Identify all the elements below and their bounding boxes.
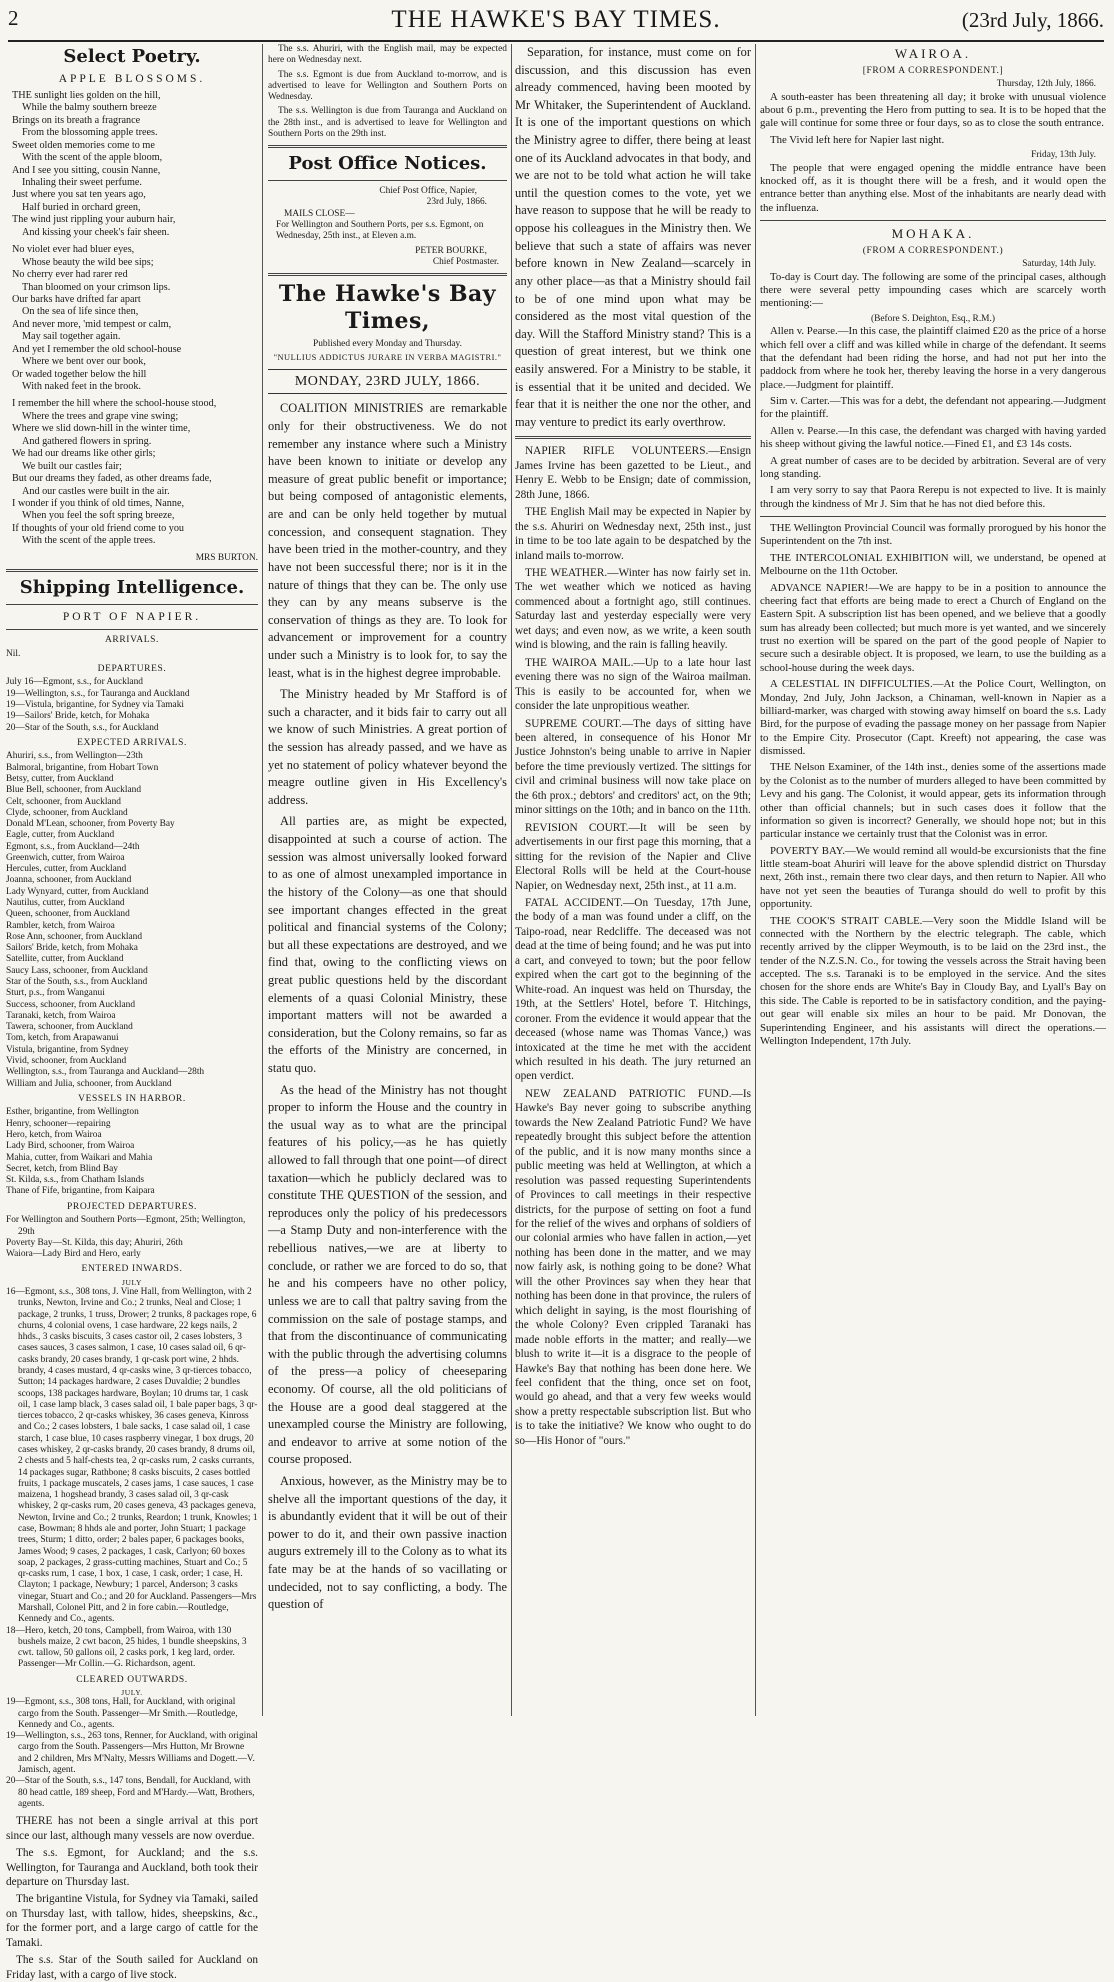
poem-line: And never more, 'mid tempest or calm, <box>12 318 172 330</box>
post-office-address: Chief Post Office, Napier, <box>379 186 477 197</box>
entered-inwards-entry: 18—Hero, ketch, 20 tons, Campbell, from Wairoa, with 130 bushels maize, 2 cwt bacon, 25 hides, 1 bundle sheepskins, 3 cwt. tallow, 50 gallons oil, 2 casks pork, 1 keg lard, order. Passenger—Mr Collin.—G. Richardson, agent. <box>6 1625 247 1670</box>
expected-arrival-entry: Vistula, brigantine, from Sydney <box>6 1044 129 1055</box>
expected-arrival-entry: Saucy Lass, schooner, from Auckland <box>6 965 148 976</box>
mohaka-cases <box>760 325 1106 511</box>
expected-arrival-entry: Lady Wynyard, cutter, from Auckland <box>6 886 149 897</box>
expected-arrival-entry: Satellite, cutter, from Auckland <box>6 954 124 965</box>
news-item-text: —Winter has now fairly set in. The wet weather which we noticed as having commenced about a fortnight ago, still continues. Saturday last and yesterday especially were very wet days; and even now, as we write, a keen south wind is blowing, and the rain is falling heavily. <box>515 567 751 652</box>
poem-author: MRS BURTON. <box>195 552 258 563</box>
poem-line: And our castles were built in the air. <box>22 485 170 497</box>
editorial-paragraph: Anxious, however, as the Ministry may be to shelve all the important questions of the day, it is abundantly evident that it will be out of their power to do it, and their own passive inaction augurs extremely ill to the Colony as to what its fate may be at the hands of so vacillating or undecided, not to say conflicting, a body. The question of <box>268 1474 507 1612</box>
port-heading: PORT OF NAPIER. <box>62 610 202 623</box>
expected-arrival-entry: Donald M'Lean, schooner, from Poverty Bay <box>6 819 175 830</box>
divider <box>268 180 507 181</box>
news-item <box>760 678 1106 758</box>
poem-line: We built our castles fair; <box>22 460 122 472</box>
news-item-head: THE <box>770 522 791 534</box>
expected-arrival-entry: Wellington, s.s., from Tauranga and Auckland—28th <box>6 1067 205 1078</box>
poem-line: From the blossoming apple trees. <box>22 127 158 139</box>
poetry-section-head: Select Poetry. <box>63 46 201 67</box>
news-item-text: English Mail may be expected in Napier by the s.s. Ahuriri on Wednesday next, 25th inst., just in time to be too late again to be despatched by the inland mails to-morrow. <box>515 506 751 562</box>
newspaper-banner: The Hawke's Bay Times, <box>278 281 497 334</box>
mail-note: The s.s. Wellington is due from Tauranga and Auckland on the 28th inst., and is advertised to leave for Wellington and Southern Ports on the 29th inst. <box>268 106 507 139</box>
poem-line: No violet ever had bluer eyes, <box>12 244 135 256</box>
expected-arrival-entry: Hercules, cutter, from Auckland <box>6 864 127 875</box>
news-item-head: A CELESTIAL IN DIFFICULTIES. <box>770 678 933 691</box>
cleared-outwards-entry: 20—Star of the South, s.s., 147 tons, Bendall, for Auckland, with 80 head cattle, 189 sheep, Ford and M'Hardy.—Watt, Brothers, agents. <box>6 1776 255 1809</box>
editorial-paragraph: Separation, for instance, must come on for discussion, and this discussion has even already commenced, having been mooted by Mr Whitaker, the Superintendent of Auckland. It is one of the important questions on which the Ministry agree to differ, there being at least one of its Auckland advocates in that body, and we are not to be told what action he will take until the question comes to the vote, yet we have reason to suppose that he will be ready to oppose his colleagues in the Ministry then. We believe that such a state of affairs was never before known in New Zealand—scarcely in any other place—as that a Ministry should fail to be of one mind upon what may be considered as the most vital question of the day. Will the Stafford Ministry stand? This is a question of great interest, but we think one easily answered. For a Ministry to be stable, it is essential that it be united and decided. We fear that it is neither the one nor the other, and may venture to predict its early overthrow. <box>515 45 751 429</box>
poem-line: When you feel the soft spring breeze, <box>22 510 175 522</box>
news-item-head: NAPIER RIFLE VOLUNTEERS. <box>525 445 709 458</box>
expected-arrival-entry: Taranaki, ketch, from Wairoa <box>6 1010 116 1021</box>
news-item-text: —We would remind all would-be excursionists that the fine little steam-boat Ahuriri will leave for the above splendid district on Thursday next, 26th inst., remain there two clear days, and then return to Napier. All who have not yet seen the beauties of Turanga should do well to profit by this opportunity. <box>760 844 1106 911</box>
news-item-text: Nelson Examiner, of the 14th inst., denies some of the assertions made by the Colonist as to the number of murders alleged to have been committed by Levy and his gang. The Colonist, it would appear, gets its information through other than official channels; but in such cases does it follow that the information so given is incorrect? Generally, we should hope not; but in this particular instance we certainly trust that the Colonist was in error. <box>760 761 1106 841</box>
news-item <box>760 761 1106 841</box>
poem-body <box>6 90 258 548</box>
poem-line: And kissing your cheek's fair sheen. <box>22 226 170 238</box>
mohaka-heading: MOHAKA. <box>891 226 975 241</box>
expected-list <box>6 751 258 1089</box>
column-rule <box>262 44 263 1716</box>
divider <box>6 569 258 572</box>
poem-line: Or waded together below the hill <box>12 368 147 380</box>
mohaka-byline: (FROM A CORRESPONDENT.) <box>862 245 1004 256</box>
mails-close: MAILS CLOSE— <box>284 208 355 219</box>
court-case: Allen v. Pearse.—In this case, the plaintiff claimed £20 as the price of a horse which fell over a cliff and was killed while in charge of the defendant. It seems that the defendant had been riding the horse, and had not put her into the paddock from where he took her, thereby leaving the horse in a very dangerous place.—Judgment for plaintiff. <box>760 325 1106 391</box>
expected-arrival-entry: Betsy, cutter, from Auckland <box>6 773 114 784</box>
expected-arrival-entry: Eagle, cutter, from Auckland <box>6 830 115 841</box>
news-item-head: FATAL ACCIDENT. <box>525 897 623 909</box>
news-item <box>760 522 1106 549</box>
mohaka-bench: (Before S. Deighton, Esq., R.M.) <box>871 313 995 324</box>
arrivals-heading: ARRIVALS. <box>104 634 160 645</box>
editorial-continued <box>515 44 751 431</box>
entered-heading: ENTERED INWARDS. <box>81 1264 183 1275</box>
departure-entry: 19—Wellington, s.s., for Tauranga and Auckland <box>6 688 190 699</box>
expected-arrival-entry: Joanna, schooner, from Auckland <box>6 875 132 886</box>
issue-date: (23rd July, 1866. <box>961 8 1104 32</box>
expected-arrival-entry: Egmont, s.s., from Auckland—24th <box>6 841 140 852</box>
expected-arrival-entry: Star of the South, s.s., from Auckland <box>6 977 148 988</box>
poem-line: Inhaling their sweet perfume. <box>22 177 142 189</box>
news-item-text: —The days of sitting have been altered, in consequence of his Honor Mr Justice Johnston's being unable to arrive in Napier before the time previously vertized. The sittings for civil and criminal business will now take place on the 6th prox.; debtors' and creditors' act, on the 9th; minor sittings on the 10th; and in banco on the 11th. <box>515 717 751 817</box>
news-item <box>515 1087 751 1448</box>
departures-list <box>6 677 258 733</box>
column-rule <box>511 44 512 1716</box>
divider <box>6 629 258 630</box>
mohaka-date: Saturday, 14th July. <box>1022 259 1096 270</box>
news-item <box>515 566 751 653</box>
vessel-entry: St. Kilda, s.s., from Chatham Islands <box>6 1175 145 1186</box>
post-office-head: Post Office Notices. <box>288 153 487 175</box>
news-item-head: THE INTERCOLONIAL EXHIBITION <box>770 551 949 564</box>
news-item-text: —We are happy to be in a position to announce the cheering fact that efforts are being made to erect a Church of England on the Eastern Spit. A subscription list has been opened, and we believe that a goodly sum has already been collected; but much more is yet wanted, and we sincerely trust no exertion will be spared on the part of the good people of Napier to secure such a desirable object. It is proposed, we learn, to use the building as a school-house during the week days. <box>760 581 1106 674</box>
entered-inwards-entry: 16—Egmont, s.s., 308 tons, J. Vine Hall, from Wellington, with 2 trunks, Newton, Irvine and Co.; 2 trunks, Neal and Close; 1 package, 2 trunks, 1 truss, Drower; 2 trunks, 8 packages rope, 6 churns, 4 colonial ovens, 1 case hardware, 22 kegs nails, 2 hhds., 3 casks biscuits, 3 cases castor oil, 2 cases lobsters, 3 cases sauces, 3 cases salmon, 1 case, 10 cases salad oil, 6 qr-casks brandy, 20 cases brandy, 1 qr-cask port wine, 2 hhds. brandy, 4 cases mustard, 4 qr-casks wine, 3 qr-tierces tobacco, Sutton; 14 packages hardware, 2 cases Duvaldie; 2 bundles scoops, 138 packages hardware, Boylan; 10 drums tar, 1 cask oil, 1 case lamp black, 3 cases salad oil, 1 bale paper bags, 3 qr-tierces tobacco, 2 qr-casks whiskey, 36 cases geneva, Kinross and Co.; 2 cases lobsters, 1 bale sacks, 1 case salad oil, 1 case starch, 1 case blue, 10 cases raspberry vinegar, 1 box drugs, 20 cases whiskey, 2 qr-casks brandy, 20 cases brandy, 8 drums oil, 2 chests and 5 half-chests tea, 2 qr-casks rum, 2 casks currants, 14 packages sugar, Rathbone; 8 casks biscuits, 2 cases bottled fruits, 1 package muscatels, 2 cases jams, 1 case sauces, 1 case maizena, 1 hogshead brandy, 3 cases salad oil, 3 qr-cask whiskey, 2 qr-casks rum, 20 cases geneva, 43 packages geneva, Newton, Irvine and Co.; 2 trunks, Reardon; 1 trunk, Knowles; 1 case, Bowman; 8 hhds ale and porter, John Stuart; 1 package trees, Sturm; 1 ditto, order; 2 bales paper, 6 packages books, James Wood; 9 cases, 2 packages, 1 cask, Carlyon; 60 boxes soap, 2 packages, 2 grass-cutting machines, Stuart and Co.; 5 qr-casks rum, 1 case, 1 box, 1 case, 1 cask, order; 1 case, H. Clayton; 1 package, Newbury; 1 parcel, Anderson; 3 casks vinegar, Stuart and Co.; and 20 for Auckland. Passengers—Mrs Marshall, Colonel Pitt, and 2 in fore cabin.—Routledge, Kennedy and Co., agents. <box>6 1287 258 1625</box>
column-1 <box>6 44 258 1981</box>
poem-line: Where the trees and grape vine swing; <box>22 410 179 422</box>
news-item-text: —It will be seen by advertisements in our first page this morning, that a sitting for the revision of the Napier and Clive Electoral Rolls will be held at the Court-house Napier, on Wednesday next, 25th inst., at 11 a.m. <box>515 821 752 892</box>
poem-line: On the sea of life since then, <box>22 306 139 318</box>
column-3 <box>515 44 751 1716</box>
projected-departure-entry: Waiora—Lady Bird and Hero, early <box>6 1249 141 1260</box>
poem-line: Half buried in orchard green, <box>22 201 141 213</box>
column-4 <box>760 44 1106 1716</box>
expected-arrival-entry: Balmoral, brigantine, from Hobart Town <box>6 762 159 773</box>
poem-line: Our barks have drifted far apart <box>12 293 141 305</box>
news-item <box>760 582 1106 676</box>
projected-departure-entry: Poverty Bay—St. Kilda, this day; Ahuriri, 26th <box>6 1237 183 1248</box>
mail-note: The s.s. Egmont is due from Auckland to-morrow, and is advertised to leave for Wellington and Southern Ports on Wednesday. <box>268 69 507 103</box>
vessel-entry: Thane of Fife, brigantine, from Kaipara <box>6 1186 155 1197</box>
wairoa-byline: [FROM A CORRESPONDENT.] <box>862 65 1004 76</box>
wairoa-heading: WAIROA. <box>894 46 972 61</box>
cleared-month: JULY. <box>121 1688 143 1698</box>
newspaper-motto: "NULLIUS ADDICTUS JURARE IN VERBA MAGISTRI." <box>273 353 502 363</box>
poem-line: Just where you sat ten years ago, <box>12 189 146 201</box>
divider <box>760 516 1106 517</box>
expected-arrival-entry: Success, schooner, from Auckland <box>6 999 136 1010</box>
mail-note: The s.s. Ahuriri, with the English mail, may be expected here on Wednesday next. <box>268 44 507 66</box>
letter-text: A south-easter has been threatening all day; it broke with unusual violence about 6 p.m., preventing the Hero from putting to sea. It is to be hoped that the gale will continue for some three or four days, so as to close the south entrance. <box>760 90 1106 130</box>
news-item-text: —Is Hawke's Bay never going to subscribe anything towards the New Zealand Patriotic Fund? We have repeatedly brought this subject before the attention of the public, and it is now many months since a public meeting was held at Wellington, at which a resolution was passed requesting Superintendents of Provinces to call meetings in their respective districts, for the purpose of setting on foot a fund for the relief of the wives and orphans of soldiers of our colonial armies who have fallen in action,—yet nothing has been done in the matter, and we may now fairly ask, is nothing going to be done? What will the other Provinces say when they hear that nothing has been done in that province, the rulers of which delight in saying, is the most flourishing of the whole Colony? Even crippled Taranaki has made noble efforts in the matter; and really—we blush to write it—it is a disgrace to the people of Hawke's Bay that nothing has been done here. We feel confident that the thing, once set on foot, would go ahead, and that a very few weeks would show a pretty respectable subscription list. But who is to take the initiative? We know who ought to do so—His Honor of "ours." <box>515 1087 751 1447</box>
poem-line: Where we slid down-hill in the winter time, <box>12 423 191 435</box>
expected-arrival-entry: Rambler, ketch, from Wairoa <box>6 920 115 931</box>
vessels-list <box>6 1107 258 1197</box>
divider <box>268 273 507 276</box>
expected-arrival-entry: Celt, schooner, from Auckland <box>6 796 121 807</box>
news-item-text: —Up to a late hour last evening there was no sign of the Wairoa mailman. This is easily to be accounted for, when we consider the late unpropitious weather. <box>515 656 751 713</box>
expected-arrival-entry: Nautilus, cutter, from Auckland <box>6 898 125 909</box>
news-item <box>515 505 751 563</box>
divider <box>6 604 258 605</box>
expected-arrival-entry: Queen, schooner, from Auckland <box>6 909 130 920</box>
letter-date: Friday, 13th July. <box>1031 150 1096 161</box>
editorial-body <box>268 400 507 1613</box>
mohaka-intro: To-day is Court day. The following are some of the principal cases, although there were several petty impounding cases which are scarcely worth mentioning:— <box>760 270 1106 310</box>
news-item <box>515 821 751 893</box>
news-item-head: POVERTY BAY. <box>770 844 845 857</box>
column-2 <box>268 44 507 1716</box>
news-item <box>760 845 1106 912</box>
vessel-entry: Secret, ketch, from Blind Bay <box>6 1163 118 1174</box>
poem-line: Sweet olden memories come to me <box>12 139 155 151</box>
departures-heading: DEPARTURES. <box>97 663 167 674</box>
poem-line: While the balmy southern breeze <box>22 102 157 114</box>
column-rule <box>755 44 756 1716</box>
editorial-dateline: MONDAY, 23RD JULY, 1866. <box>268 369 507 394</box>
expected-arrival-entry: Blue Bell, schooner, from Auckland <box>6 785 142 796</box>
wairoa-letters <box>760 79 1106 215</box>
poem-line: If thoughts of your old friend come to you <box>12 522 185 534</box>
news-item-text: —Ensign James Irvine has been gazetted to be Lieut., and Henry E. Webb to be Ensign; date of commission, 28th June, 1866. <box>515 445 751 501</box>
court-case: I am very sorry to say that Paora Rerepu is not expected to live. It is mainly through the kindness of Mr J. Sim that he has not died before this. <box>760 484 1106 510</box>
post-office-date: 23rd July, 1866. <box>426 197 487 208</box>
news-item-head: THE <box>525 506 547 519</box>
poem-line: And I see you sitting, cousin Nanne, <box>12 164 161 176</box>
news-item-head: NEW ZEALAND PATRIOTIC FUND. <box>525 1087 732 1100</box>
letter-date: Thursday, 12th July, 1866. <box>996 79 1096 90</box>
news-item-head: THE COOK'S STRAIT CABLE. <box>770 914 923 927</box>
shipping-notes <box>6 1814 258 1982</box>
news-items <box>760 522 1106 1048</box>
poem-line: I remember the hill where the school-house stood, <box>12 398 217 410</box>
shipping-section-head: Shipping Intelligence. <box>19 577 245 598</box>
poem-stanza <box>6 90 258 239</box>
divider <box>268 145 507 148</box>
vessel-entry: Hero, ketch, from Wairoa <box>6 1129 102 1140</box>
expected-arrival-entry: Ahuriri, s.s., from Wellington—23th <box>6 751 143 762</box>
vessel-entry: Lady Bird, schooner, from Wairoa <box>6 1141 135 1152</box>
entered-list <box>6 1287 258 1671</box>
newspaper-title: THE HAWKE'S BAY TIMES. <box>391 6 721 33</box>
expected-arrival-entry: Tom, ketch, from Arapawanui <box>6 1033 119 1044</box>
poem-line: No cherry ever had rarer red <box>12 269 128 281</box>
postmaster-name: PETER BOURKE, <box>415 245 487 256</box>
poem-line: Brings on its breath a fragrance <box>12 114 141 126</box>
court-case: Sim v. Carter.—This was for a debt, the defendant not appearing.—Judgment for the plaintiff. <box>760 395 1106 421</box>
expected-arrival-entry: Vivid, schooner, from Auckland <box>6 1055 127 1066</box>
poem-line: The wind just rippling your auburn hair, <box>12 214 176 226</box>
cleared-outwards-entry: 19—Egmont, s.s., 308 tons, Hall, for Auckland, with original cargo from the South. Passenger—Mr Smith.—Routledge, Kennedy and Co., agents. <box>6 1697 238 1730</box>
entered-month: JULY <box>122 1277 142 1287</box>
mails-close-body: For Wellington and Southern Ports, per s.s. Egmont, on Wednesday, 25th inst., at Eleven a.m. <box>276 220 484 242</box>
court-case: A great number of cases are to be decided by arbitration. Several are of very long standing. <box>760 454 1106 480</box>
divider <box>515 436 751 439</box>
expected-arrival-entry: William and Julia, schooner, from Auckland <box>6 1078 172 1089</box>
expected-heading: EXPECTED ARRIVALS. <box>77 737 187 748</box>
news-items <box>515 444 751 1448</box>
poem-line: And gathered flowers in spring. <box>22 435 152 447</box>
mail-notes <box>268 44 507 140</box>
news-item-head: THE WEATHER. <box>525 567 608 580</box>
page-number: 2 <box>8 6 19 30</box>
expected-arrival-entry: Tawera, schooner, from Auckland <box>6 1022 133 1033</box>
news-item <box>515 896 751 1084</box>
shipping-note: The brigantine Vistula, for Sydney via Tamaki, sailed on Thursday last, with tallow, hides, sheepskins, &c., for the former port, and a large cargo of cattle for the Tamaki. <box>6 1893 258 1949</box>
news-item <box>760 552 1106 579</box>
poem-line: We had our dreams like other girls; <box>12 448 156 460</box>
shipping-note: The s.s. Egmont, for Auckland; and the s.s. Wellington, for Tauranga and Auckland, both took their departure on Thursday last. <box>6 1847 258 1888</box>
news-item-text: —On Tuesday, 17th June, the body of a man was found under a cliff, on the Taipo-road, near Redcliffe. The deceased was not dead at the time of being found; and he was put into a cart, and conveyed to town; but the poor fellow expired when the cart got to the beginning of the White-road. An inquest was held on Thursday, the 19th, at the Settlers' Hotel, before T. Hitchings, coroner. From the evidence it would appear that the deceased (whose name was Thomas Vance,) was intoxicated at the time he met with the accident which resulted in his death. The jury returned an open verdict. <box>515 897 752 1083</box>
vessels-heading: VESSELS IN HARBOR. <box>78 1093 186 1104</box>
expected-arrival-entry: Sturt, p.s., from Wanganui <box>6 988 105 999</box>
poem-line: Where we bent over our book, <box>22 356 146 368</box>
expected-arrival-entry: Greenwich, cutter, from Wairoa <box>6 852 125 863</box>
poem-title: APPLE BLOSSOMS. <box>58 72 206 85</box>
news-item-head: THE WAIROA MAIL. <box>525 656 634 669</box>
publication-schedule: Published every Monday and Thursday. <box>313 338 462 349</box>
expected-arrival-entry: Rose Ann, schooner, from Auckland <box>6 931 143 942</box>
poem-line: With naked feet in the brook. <box>22 381 141 393</box>
news-item-text: —At the Police Court, Wellington, on Monday, 2nd July, John Jackson, a Chinaman, well-known in Napier as a billiard-marker, was charged with stowing away himself on board the s.s. Lady Bird, for the purpose of evading the passage money on her passage from Napier to the Empire City. Prosecutor (Capt. Kreeft) not appearing, the case was dismissed. <box>760 678 1106 757</box>
poem-stanza <box>6 398 258 547</box>
postmaster-title: Chief Postmaster. <box>432 256 499 267</box>
news-item-text: —Very soon the Middle Island will be connected with the Northern by the electric telegraph. The cable, which recently arrived by the clipper Weymouth, is to be laid on the 23rd inst., the tender of the N.Z.S.N. Co., for towing the vessels across the Strait having been accepted. The s.s. Taranaki is to be employed in the service. And the sites chosen for the shore ends are White's Bay in Cloudy Bay, and Lyall's Bay on this side. The Cable is reported to be in satisfactory condition, and the paying-out gear will enable six miles an hour to be paid. Mr Donovan, the Superintending Engineer, and his assistants will direct the operations.—Wellington Independent, 17th July. <box>760 914 1107 1047</box>
poem-line: THE sunlight lies golden on the hill, <box>12 89 161 101</box>
shipping-note: THERE has not been a single arrival at this port since our last, although many vessels are now overdue. <box>6 1815 258 1842</box>
editorial-paragraph: As the head of the Ministry has not thought proper to inform the House and the country in the usual way as to what are the principal features of his policy,—as he has quietly allowed to fall through that one point—of direct taxation—which he publicly declared was to constitute THE QUESTION of the session, and reproduces only the policy of his predecessors—a Stamp Duty and non-interference with the rebellious natives,—we are at liberty to conclude, or rather we are forced to do so, that he and his compeers have no other policy, unless we are to call that paltry saving from the commission on the sale of postage stamps, and that from the discontinuance of communicating with the public through the advertising columns of the press—a policy of cheeseparing economy. Of course, all the old politicians of the House are a good deal staggered at the unexampled course the Ministry are following, and endeavor to arrive at some notion of the course proposed. <box>268 1082 507 1467</box>
vessel-entry: Mahia, cutter, from Waikari and Mahia <box>6 1152 153 1163</box>
editorial-paragraph: The Ministry headed by Mr Stafford is of such a character, and it bids fair to carry out all we know of such Ministries. A great portion of the session has already passed, and we have as yet no statement of policy whatever beyond the meagre outline given in His Excellency's address. <box>268 687 507 807</box>
poem-stanza <box>6 244 258 393</box>
masthead <box>8 6 1104 42</box>
projected-departure-entry: For Wellington and Southern Ports—Egmont, 25th; Wellington, 29th <box>6 1215 246 1237</box>
news-item-head: SUPREME COURT. <box>525 717 622 730</box>
projected-heading: PROJECTED DEPARTURES. <box>67 1201 197 1212</box>
poem-line: But our dreams they faded, as other dreams fade, <box>12 473 212 485</box>
cleared-heading: CLEARED OUTWARDS. <box>76 1674 188 1685</box>
poem-line: Than bloomed on your crimson lips. <box>22 281 171 293</box>
cleared-outwards-entry: 19—Wellington, s.s., 263 tons, Renner, for Auckland, with original cargo from the South. Passengers—Mrs Hutton, Mr Browne and 2 children, Mrs M'Nalty, Messrs Williams and Dogett.—V. Jamisch, agent. <box>6 1731 258 1776</box>
news-item-head: THE <box>770 761 791 774</box>
editorial-paragraph: COALITION MINISTRIES are remarkable only for their obstructiveness. We do not remember any instance where such a Ministry have been known to initiate or develop any measure of great public benefit or importance; but being composed of antagonistic elements, are and can be only held together by mutual concession, and consequent stagnation. They have been tried in the mother-country, and they have not been successful there; nor is it in the nature of things that they can be. The only use they can by any means subserve is the conservation of things as they are. To look for advancement or improvement for a country under such a Ministry is to look for, to say the least, what is in the highest degree improbable. <box>268 401 507 680</box>
letter-text: The Vivid left here for Napier last night. <box>770 133 945 146</box>
shipping-note: The s.s. Star of the South sailed for Auckland on Friday last, with a cargo of live stock. <box>6 1954 258 1981</box>
poem-line: I wonder if you think of old times, Nanne, <box>12 497 185 509</box>
departure-entry: 20—Star of the South, s.s., for Auckland <box>6 722 159 733</box>
news-item-head: ADVANCE NAPIER! <box>770 581 869 594</box>
departure-entry: 19—Sailors' Bride, ketch, for Mohaka <box>6 711 150 722</box>
editorial-paragraph: All parties are, as might be expected, disappointed at such a course of action. The session was almost universally looked forward to as one of almost unexampled importance in the history of the Colony—as one that should see important changes effected in the great political and financial systems of the Colony; but all these expectations are destroyed, and we find that, owing to the conflicting views on great public questions held by the discordant elements of a quasi Colonial Ministry, these important matters will not be awarded a consideration, but the Colony remains, so far as the efforts of the Ministry are concerned, in statu quo. <box>268 814 507 1075</box>
news-item-text: Wellington Provincial Council was formally prorogued by his honor the Superintendent on the 7th inst. <box>760 522 1106 548</box>
divider <box>760 220 1106 221</box>
poem-line: Whose beauty the wild bee sips; <box>22 256 154 268</box>
poem-line: May sail together again. <box>22 331 121 343</box>
departure-entry: 19—Vistula, brigantine, for Sydney via Tamaki <box>6 699 184 710</box>
court-case: Allen v. Pearse.—In this case, the defendant was charged with having yarded his sheep without giving the lawful notice.—Fined £1, and £3 14s costs. <box>760 424 1106 451</box>
vessel-entry: Henry, schooner—repairing <box>6 1118 111 1129</box>
poem-line: And yet I remember the old school-house <box>12 343 182 355</box>
departure-entry: July 16—Egmont, s.s., for Auckland <box>6 677 143 688</box>
projected-list <box>6 1215 258 1260</box>
poem-line: With the scent of the apple bloom, <box>22 152 163 164</box>
news-item <box>515 444 751 502</box>
expected-arrival-entry: Clyde, schooner, from Auckland <box>6 807 128 818</box>
news-item-head: REVISION COURT. <box>525 821 629 834</box>
news-item <box>760 915 1106 1049</box>
letter-text: The people that were engaged opening the middle entrance have been knocked off, as it is thought there will be a fresh, and it would open the entrance better than anything else. Most of the inhabitants are nearly dead with the influenza. <box>760 161 1106 214</box>
poem-line: With the scent of the apple trees. <box>22 535 156 547</box>
news-item <box>515 656 751 714</box>
expected-arrival-entry: Sailors' Bride, ketch, from Mohaka <box>6 943 138 954</box>
cleared-list <box>6 1697 258 1810</box>
news-item <box>515 717 751 818</box>
arrivals-text: Nil. <box>6 648 21 659</box>
vessel-entry: Esther, brigantine, from Wellington <box>6 1107 139 1118</box>
news-item-text: will, we understand, be opened at Melbourne on the 11th October. <box>760 551 1107 578</box>
